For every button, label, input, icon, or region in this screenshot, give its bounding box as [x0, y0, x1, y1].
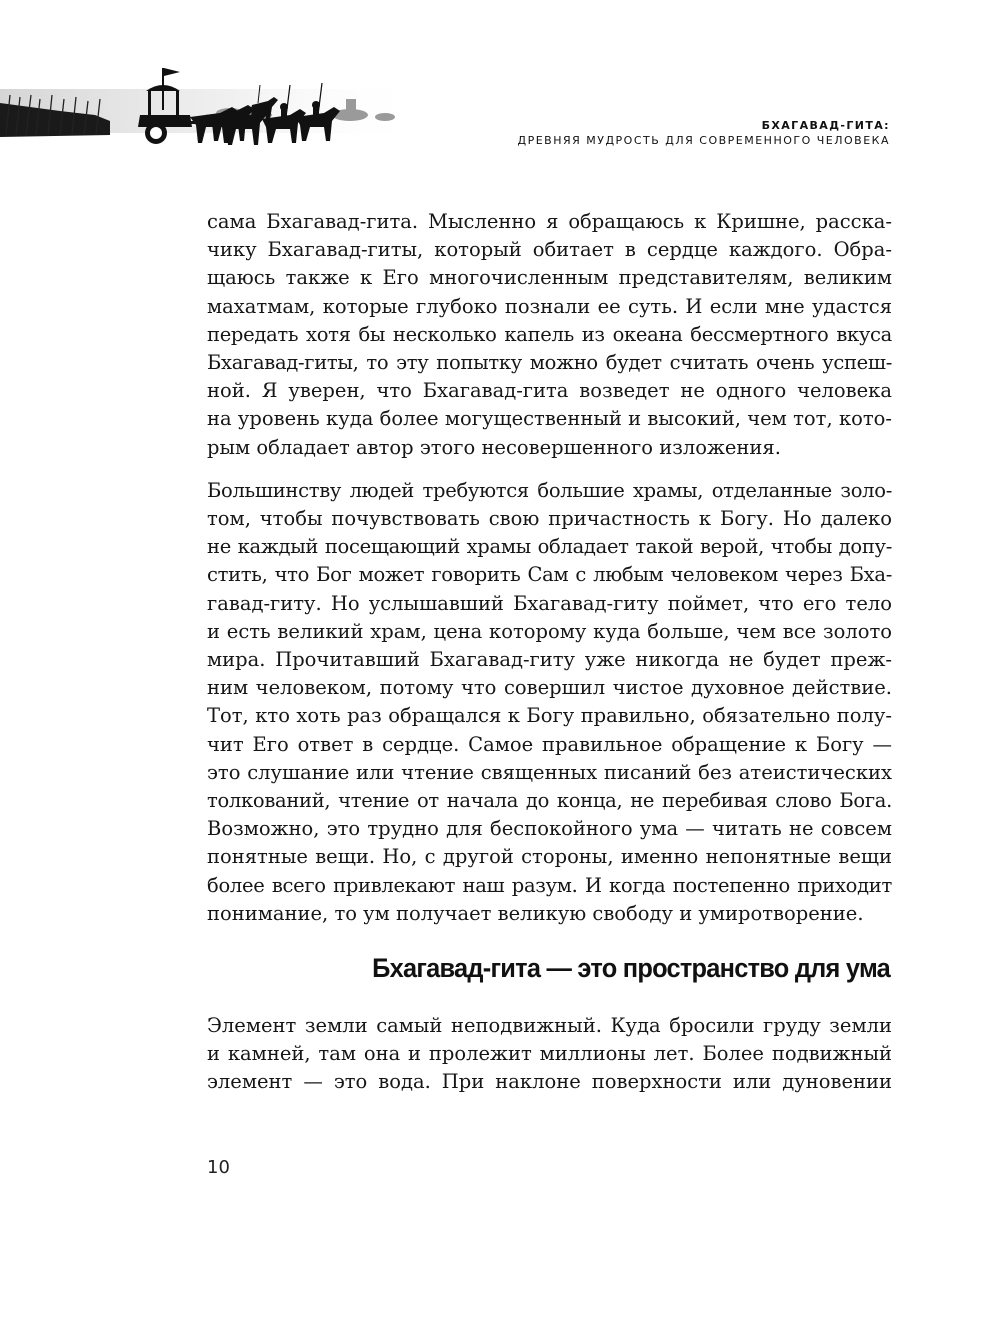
- text-line: Возможно, это трудно для беспокойного ума — читать не совсем: [207, 817, 892, 841]
- text-line: чику Бхагавад-гиты, который обитает в сердце каждого. Обра-: [207, 238, 892, 262]
- text-line: элемент — это вода. При наклоне поверхности или дуновении: [207, 1070, 892, 1094]
- running-head-subtitle: ДРЕВНЯЯ МУДРОСТЬ ДЛЯ СОВРЕМЕННОГО ЧЕЛОВЕКА: [517, 134, 890, 147]
- chariot-army-banner: [0, 55, 420, 155]
- text-line: Элемент земли самый неподвижный. Куда бросили груду земли: [207, 1014, 892, 1037]
- text-line: Бхагавад-гиты, то эту попытку можно будет считать очень успеш-: [207, 351, 892, 375]
- text-line: более всего привлекают наш разум. И когда постепенно приходит: [207, 873, 892, 897]
- text-line: толкований, чтение от начала до конца, не перебивая слово Бога.: [207, 789, 892, 813]
- text-line: мира. Прочитавший Бхагавад-гиту уже никогда не будет преж-: [207, 648, 892, 672]
- text-line: передать хотя бы несколько капель из океана бессмертного вкуса: [207, 322, 892, 346]
- text-line: не каждый посещающий храмы обладает такой верой, чтобы допу-: [207, 535, 892, 559]
- text-line: это слушание или чтение священных писаний без атеистических: [207, 760, 892, 784]
- text-line: и камней, там она и пролежит миллионы лет. Более подвижный: [207, 1042, 892, 1066]
- section-body: [207, 1012, 892, 1097]
- paragraph: [207, 477, 892, 928]
- page-number: 10: [207, 1157, 230, 1178]
- text-line: Большинству людей требуются большие храмы, отделанные золо-: [207, 478, 892, 502]
- text-line: и есть великий храм, цена которому куда больше, чем все золото: [207, 619, 892, 643]
- text-line: понимание, то ум получает великую свободу и умиротворение.: [207, 901, 864, 925]
- text-line: ним человеком, потому что совершил чистое духовное действие.: [207, 676, 892, 700]
- text-line: ной. Я уверен, что Бхагавад-гита возведет не одного человека: [207, 379, 892, 403]
- text-line: гавад-гиту. Но услышавший Бхагавад-гиту поймет, что его тело: [207, 591, 892, 615]
- section-heading: Бхагавад-гита — это пространство для ума: [372, 953, 891, 983]
- text-line: махатмам, которые глубоко познали ее суть. И если мне удастся: [207, 294, 892, 318]
- body-text: [207, 208, 892, 928]
- running-head: [517, 118, 890, 148]
- text-line: том, чтобы почувствовать свою причастность к Богу. Но далеко: [207, 507, 892, 531]
- text-line: щаюсь также к Его многочисленным представителям, великим: [207, 266, 892, 290]
- text-line: рым обладает автор этого несовершенного изложения.: [207, 435, 781, 459]
- text-line: чит Его ответ в сердце. Самое правильное обращение к Богу —: [207, 732, 892, 756]
- text-line: понятные вещи. Но, с другой стороны, именно непонятные вещи: [207, 845, 892, 869]
- paragraph: [207, 208, 892, 462]
- text-line: сама Бхагавад-гита. Мысленно я обращаюсь к Кришне, расска-: [207, 210, 892, 233]
- running-head-title: БХАГАВАД-ГИТА:: [761, 119, 890, 132]
- text-line: стить, что Бог может говорить Сам с любым человеком через Бха-: [207, 563, 892, 587]
- text-line: на уровень куда более могущественный и высокий, чем тот, кото-: [207, 407, 892, 431]
- text-line: Тот, кто хоть раз обращался к Богу правильно, обязательно полу-: [207, 704, 892, 728]
